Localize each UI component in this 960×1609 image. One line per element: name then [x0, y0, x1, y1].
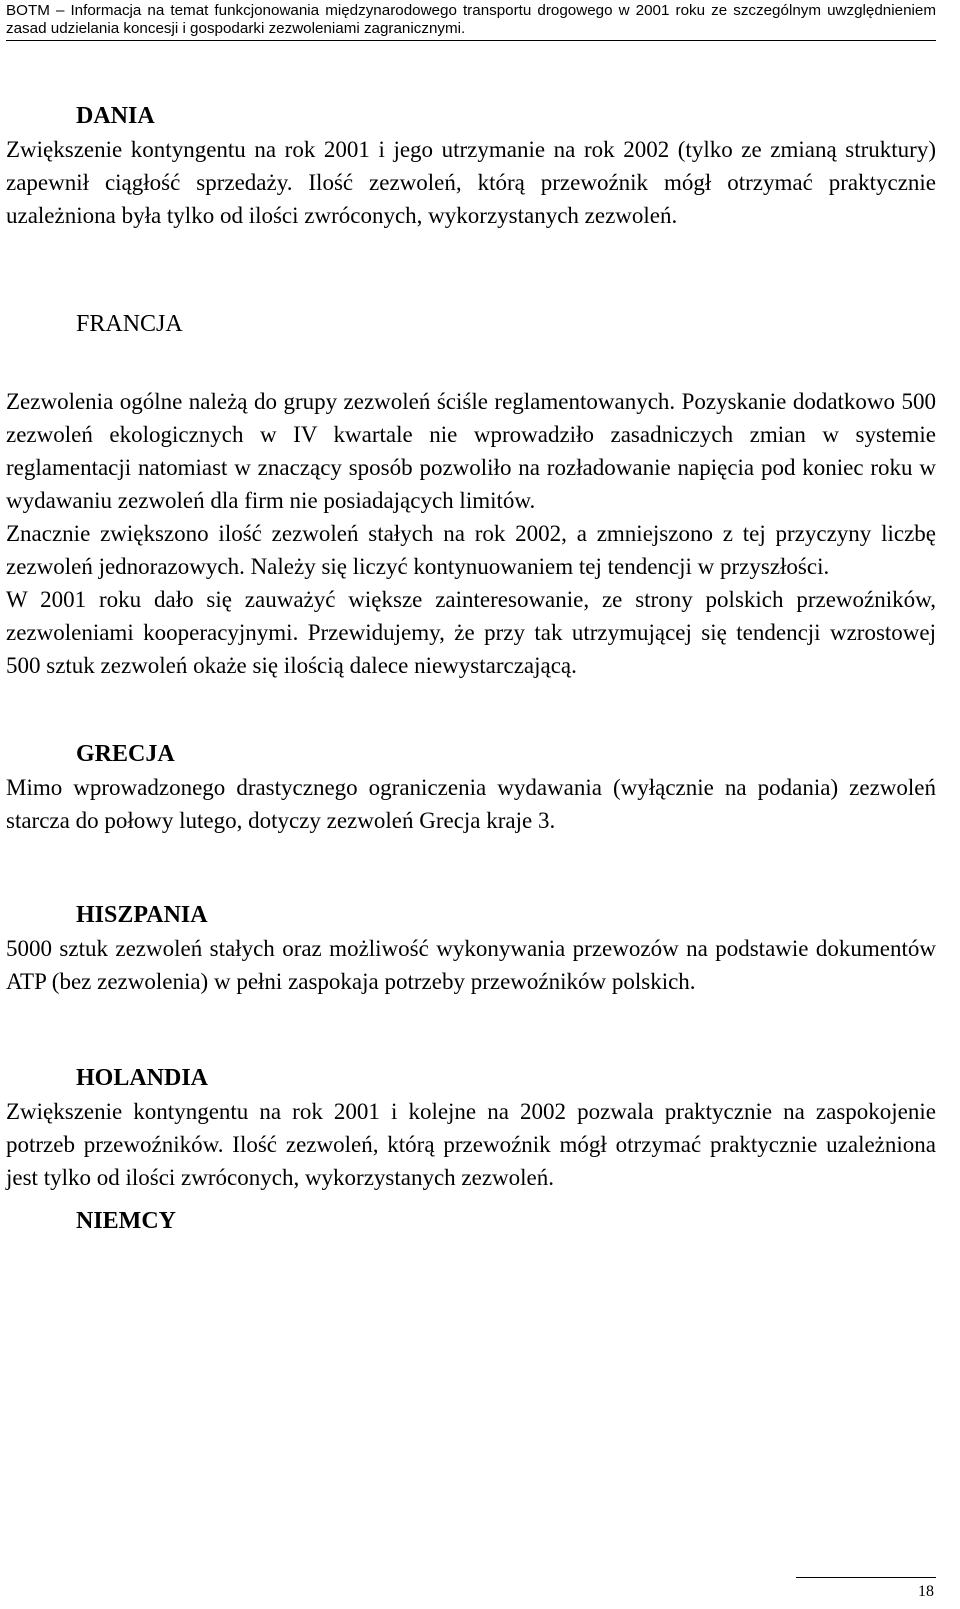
section-hiszpania — [6, 899, 936, 998]
document-body — [6, 100, 936, 1238]
paragraph-dania-1: Zwiększenie kontyngentu na rok 2001 i jego utrzymanie na rok 2002 (tylko ze zmianą struktury) zapewnił ciągłość sprzedaży. Ilość zezwoleń, którą przewoźnik mógł otrzymać praktycznie uzależniona była tylko od ilości zwróconych, wykorzystanych zezwoleń. — [6, 137, 936, 228]
spacer — [6, 837, 936, 899]
section-heading-grecja: GRECJA — [76, 741, 175, 767]
spacer — [6, 232, 936, 308]
spacer — [6, 998, 936, 1062]
header-rule — [6, 40, 936, 41]
section-francja — [6, 308, 936, 682]
section-heading-francja: FRANCJA — [76, 311, 183, 337]
page-number: 18 — [918, 1583, 934, 1600]
paragraph-francja-1: Zezwolenia ogólne należą do grupy zezwoleń ściśle reglamentowanych. Pozyskanie dodatkowo 500 zezwoleń ekologicznych w IV kwartale nie wprowadziło zasadniczych zmian w systemie reglamentacji natomiast w znaczący sposób pozwoliło na rozładowanie napięcia pod koniec roku w wydawaniu zezwoleń dla firm nie posiadających limitów. — [6, 389, 936, 513]
section-heading-niemcy: NIEMCY — [76, 1208, 176, 1234]
section-heading-hiszpania: HISZPANIA — [76, 902, 208, 928]
spacer — [6, 682, 936, 738]
paragraph-hiszpania-1: 5000 sztuk zezwoleń stałych oraz możliwość wykonywania przewozów na podstawie dokumentów ATP (bez zezwolenia) w pełni zaspokaja potrzeby przewoźników polskich. — [6, 936, 936, 994]
paragraph-francja-2: Znacznie zwiększono ilość zezwoleń stałych na rok 2002, a zmniejszono z tej przyczyny liczbę zezwoleń jednorazowych. Należy się liczyć kontynuowaniem tej tendencji w przyszłości. — [6, 521, 936, 579]
section-holandia — [6, 1062, 936, 1194]
section-heading-dania: DANIA — [76, 103, 155, 129]
section-heading-holandia: HOLANDIA — [76, 1065, 209, 1091]
spacer — [6, 341, 936, 385]
spacer — [6, 1194, 936, 1205]
section-niemcy — [6, 1205, 936, 1238]
paragraph-holandia-1: Zwiększenie kontyngentu na rok 2001 i kolejne na 2002 pozwala praktycznie na zaspokojenie potrzeb przewoźników. Ilość zezwoleń, którą przewoźnik mógł otrzymać praktycznie uzależniona jest tylko od ilości zwróconych, wykorzystanych zezwoleń. — [6, 1099, 936, 1190]
footer-rule — [796, 1577, 936, 1578]
section-grecja — [6, 738, 936, 837]
paragraph-grecja-1: Mimo wprowadzonego drastycznego ograniczenia wydawania (wyłącznie na podania) zezwoleń starcza do połowy lutego, dotyczy zezwoleń Grecja kraje 3. — [6, 775, 936, 833]
section-dania — [6, 100, 936, 232]
paragraph-francja-3: W 2001 roku dało się zauważyć większe zainteresowanie, ze strony polskich przewoźników, zezwoleniami kooperacyjnymi. Przewidujemy, że przy tak utrzymującej się tendencji wzrostowej 500 sztuk zezwoleń okaże się ilością dalece niewystarczającą. — [6, 587, 936, 678]
running-header: BOTM – Informacja na temat funkcjonowania międzynarodowego transportu drogowego w 2001 roku ze szczególnym uwzględnieniem zasad udzielania koncesji i gospodarki zezwoleniami zagranicznymi. — [6, 2, 936, 37]
